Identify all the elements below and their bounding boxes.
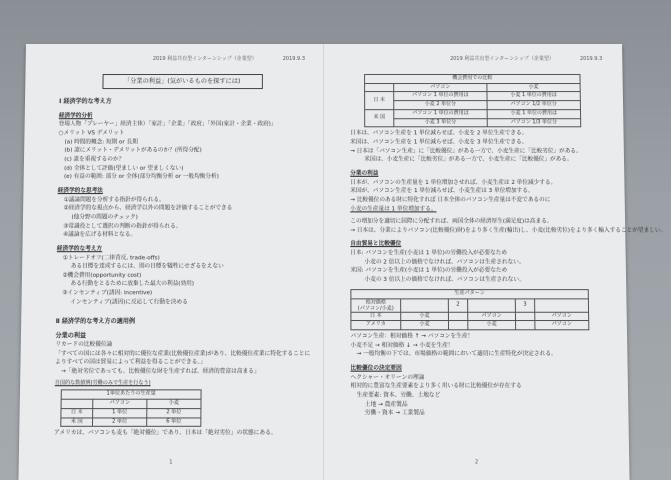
table-row — [61, 408, 201, 417]
text-line: 小麦の 2 倍以上の価格でなければ、パソコンは生産されない。 — [364, 259, 525, 266]
text-line: (d) 全体として評価(望ましい or 望ましくない) — [64, 165, 184, 172]
text-line: ○メリット VS デメリット — [58, 130, 125, 137]
table-cell: パソコン 1 単位の費用は — [394, 92, 487, 101]
section-heading: Ⅱ 経済学的な考え方の適用例 — [55, 318, 136, 326]
text-line: 日本: パソコンを生産(小麦は 1 単位)の労働投入が必要なため — [350, 250, 508, 257]
document-title: 「分業の利益」(気がいるものを探すには) — [102, 74, 262, 90]
table-cell: 日 本 — [61, 408, 93, 417]
text-line: → 一般均衡の下では、市場価格の範囲において適切に生産特化が決定される。 — [356, 351, 557, 358]
text-line: この増加分を適切に国際に分配すれば、両国全体の経済厚生(満足度)は高まる。 — [350, 218, 553, 225]
text-line: よりすべての国は貿易によって利益を得ることができる。」 — [55, 359, 206, 366]
page-header — [350, 56, 602, 64]
text-line: ①議論問題を分析する指針が得られる。 — [63, 196, 165, 203]
text-line: (b) 誰にメリット・デメリットがあるのか？(所得分配) — [64, 147, 202, 154]
table-cell: パソコン 1 単位の費用は — [394, 109, 487, 118]
text-line: 生産要素: 資本、労働、土地など — [356, 392, 441, 399]
page-header — [60, 56, 305, 64]
table-row — [365, 92, 581, 101]
text-line: ②経済学的な視点から、経済学以外の問題を評価することができる — [63, 205, 233, 212]
table-header-cell: 相対価格 (パソコン/小麦) — [351, 298, 401, 311]
subsection-heading: 経済学的分析 — [58, 112, 93, 119]
table-row — [365, 109, 581, 118]
text-line: (c) 誰を重視するのか？ — [64, 156, 125, 163]
table-cell: パソコン 1/3 単位分 — [487, 118, 581, 127]
text-line: 相対的に豊富な生産要素をより多く用いる財に比較優位が存在する — [350, 383, 522, 390]
table-cell: 米 国 — [61, 418, 93, 427]
table-cell: 小麦 — [401, 312, 449, 321]
page-number: 1 — [169, 459, 173, 466]
text-line: 小麦の生産量は 1 単位増加する。 — [350, 205, 437, 212]
header-date: 2019.9.3 — [282, 55, 305, 62]
table-cell: 小麦 — [468, 321, 516, 330]
text-line: ③インセンティブ(誘因: incentive) — [62, 290, 153, 297]
text-line: (e) 有益の範囲: 部分 or 全体(部分均衡分析 or 一般均衡分析) — [63, 174, 219, 181]
table-header-cell: 3 — [515, 298, 534, 311]
table-cell: パソコン — [468, 312, 516, 321]
table-cell — [516, 321, 535, 330]
text-line: ④議論を広げる材料となる。 — [63, 231, 137, 239]
text-line: リカードの比較優位論 — [55, 341, 113, 348]
table-cell: 小麦 2 単位分 — [394, 101, 487, 110]
production-table — [60, 390, 201, 427]
text-line: 「すべての国には各々に相対的に優位な産業(比較優位産業)があり、比較優位産業に特化することに — [55, 350, 311, 357]
table-cell: 6 単位 — [147, 418, 201, 427]
table-cell: 日 本 — [365, 92, 394, 110]
page-1 — [18, 44, 324, 480]
table-cell — [448, 321, 467, 330]
table-header-cell: 小麦 — [147, 399, 201, 408]
table-header-cell: 2 — [448, 298, 467, 311]
page-2 — [324, 44, 667, 480]
text-line: → 比較優位のある財に特化すれば 日本全体のパソコン生産量は不変であるのに — [350, 196, 551, 204]
table-cell: 米 国 — [365, 109, 394, 127]
text-line: インセンティブ(誘因)に反応して行動を決める — [70, 299, 188, 306]
subsection-heading: 比較優位の決定要因 — [350, 365, 402, 372]
table-caption: 機会費用での比較 — [365, 74, 581, 83]
table-cell: 小麦 — [401, 321, 449, 330]
table-cell — [448, 312, 467, 321]
table-header-cell: 小麦 — [487, 83, 580, 92]
production-pattern-table — [350, 289, 589, 330]
table-row — [351, 312, 589, 321]
table-cell: 小麦 1 単位の費用は — [487, 109, 580, 118]
opportunity-cost-table — [364, 74, 581, 128]
text-line: ③常識役として選択の判断の指針が得られる。 — [63, 223, 182, 230]
text-line: 日本は、パソコン生産を 1 単位減らせば、小麦を 2 単位生産できる。 — [350, 130, 528, 137]
header-date: 2019.9.3 — [579, 55, 603, 62]
table-header-cell — [61, 399, 93, 408]
table-header-cell: パソコン — [394, 83, 487, 92]
table-header-cell: パソコン — [93, 399, 147, 408]
table-header-cell — [365, 83, 394, 92]
text-line: (他分野の問題のチェック) — [71, 214, 138, 221]
text-line: (a) 時間的概念: 短期 or 長期 — [64, 139, 138, 146]
table-cell: パソコン — [535, 321, 589, 330]
example-caption: 自国的な数値例(労働のみで生産を行なう) — [54, 379, 151, 386]
text-line: ①トレードオフ(二律背反, trade-offs) — [62, 254, 160, 261]
text-line: 小麦不足 → 相対価格 ↓ → 小麦を生産！ — [350, 342, 454, 349]
table-row — [365, 118, 581, 127]
table-row — [351, 321, 589, 330]
text-line: 日本が、パソコンの生産量を 1 単位増加させれば、小麦生産は 2 単位減少する。 — [350, 179, 557, 186]
subsection-heading: 自由貿易と比較優位 — [350, 241, 402, 248]
text-line: ある目標を達成するには、別の目標を犠牲にせざるをえない — [70, 263, 224, 270]
text-line: 米国は、パソコン生産を 1 単位減らせば、小麦を 3 単位生産できる。 — [350, 139, 528, 146]
table-cell — [515, 312, 534, 321]
table-cell: 小麦 1 単位の費用は — [487, 92, 580, 101]
text-line: 米国は、小麦生産に「比較劣位」がある一方で、小麦生産に「比較優位」がある。 — [364, 156, 573, 163]
section-heading: Ⅰ 経済学的な考え方 — [59, 98, 112, 106]
text-line: ある行動をとるために放棄した最大の利益(効用) — [70, 281, 195, 288]
subsection-heading: 経済学的な考え方 — [56, 245, 103, 253]
program-name: 2019 利益共有型インターンシップ（企業型） — [450, 55, 554, 62]
text-line: 小麦の 3 倍以上の価格でなければ、パソコンは生産されない。 — [364, 276, 525, 284]
text-line: →「絶対劣位であっても、比較優位な財を生産すれば、経済的豊富は高まる」 — [61, 368, 260, 375]
text-line: アメリカは、パソコンも麦も「絶対優位」であり、日本は「絶対劣位」の状態にある。 — [53, 430, 277, 437]
text-line: 米国: パソコンを生産(小麦は 1 単位)の労働投入が必要なため — [350, 268, 508, 275]
table-cell: 2 単位 — [92, 418, 146, 427]
table-header-cell — [468, 298, 516, 311]
program-name: 2019 利益共有型インターンシップ（企業型） — [152, 55, 257, 62]
text-line: 土地 → 農産製品 — [364, 401, 408, 408]
text-line: 米国が、パソコン生産を 1 単位減らせば、小麦生産は 3 単位増加する。 — [350, 188, 534, 195]
page-number: 2 — [474, 459, 479, 466]
table-caption: 1単位あたりの生産量 — [61, 390, 201, 399]
text-line: → 日本は、分業によりパソコン(比較優位)財)をより多く生産(輸出)し、小麦(比較劣位)をより多く輸入することが望ましい。 — [350, 227, 667, 234]
table-cell: 小麦 3 単位分 — [394, 118, 487, 127]
subsection-heading: 分業の利益 — [350, 170, 379, 177]
text-line: パソコン生産：相対価格 ↑ → パソコンを生産！ — [350, 333, 474, 340]
table-row — [365, 101, 581, 110]
table-cell: パソコン — [535, 312, 589, 321]
table-cell: 日 本 — [351, 312, 401, 321]
subsection-heading: 経済学的な思考法 — [57, 187, 103, 195]
text-line: ヘクシャー・オリーンの理論 — [350, 374, 425, 381]
paper-sheet — [18, 44, 667, 480]
table-cell: パソコン 1/2 単位分 — [487, 101, 580, 110]
table-header-cell — [401, 298, 449, 311]
text-line: 登場人物「プレーヤー」経済主体）「家計」「企業」「政府」「外国(家計・企業・政府)」 — [58, 121, 277, 128]
table-header-cell — [535, 298, 589, 311]
text-line: ②機会費用(opportunity cost) — [62, 272, 142, 279]
subsection-heading: 分業の利益 — [55, 332, 87, 340]
text-line: 労働・資本 → 工業製品 — [364, 410, 425, 417]
text-line: → 日本は「パソコン生産」に「比較優位」がある一方で、小麦生産に「比較劣位」がある。 — [350, 148, 582, 155]
table-cell: 2 単位 — [147, 408, 201, 417]
table-cell: 1 単位 — [93, 408, 147, 417]
table-caption: 生産パターン — [351, 289, 588, 298]
table-cell: アメリカ — [351, 321, 401, 330]
table-row — [61, 418, 201, 427]
